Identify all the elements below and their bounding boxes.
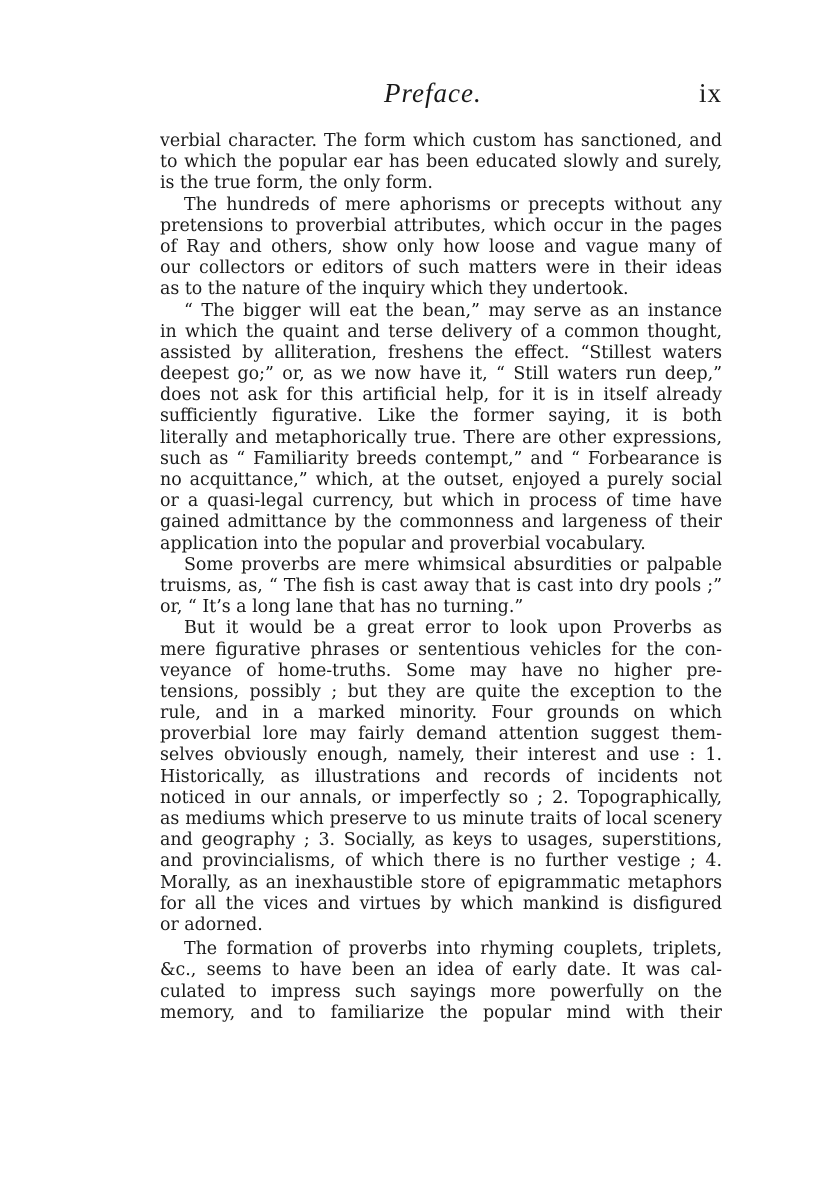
text-line: to which the popular ear has been educated slowly and surely, — [160, 152, 722, 173]
text-line: The hundreds of mere aphorisms or precepts without any — [184, 194, 722, 215]
text-line: &c., seems to have been an idea of early date. It was cal- — [160, 960, 722, 981]
text-line: such as “ Familiarity breeds contempt,” and “ Forbearance is — [160, 448, 722, 469]
text-line: truisms, as, “ The fish is cast away that is cast into dry pools ;” — [160, 575, 722, 596]
page-number: ix — [698, 78, 722, 108]
text-line: deepest go;” or, as we now have it, “ Still waters run deep,” — [160, 364, 722, 385]
running-title: Preface. — [384, 78, 482, 108]
text-line: gained admittance by the commonness and largeness of their — [160, 512, 722, 533]
text-line: no acquittance,” which, at the outset, enjoyed a purely social — [160, 470, 722, 490]
text-line: “ The bigger will eat the bean,” may serve as an instance — [184, 300, 722, 321]
text-line: memory, and to familiarize the popular mind with their — [160, 1002, 722, 1023]
text-line: is the true form, the only form. — [160, 173, 433, 194]
text-line: assisted by alliteration, freshens the effect. “Stillest waters — [160, 342, 722, 363]
text-line: does not ask for this artificial help, for it is in itself already — [160, 385, 722, 406]
text-line: But it would be a great error to look upon Proverbs as — [184, 618, 722, 639]
running-head — [160, 78, 722, 118]
text-line: selves obviously enough, namely, their interest and use : 1. — [160, 745, 722, 766]
text-line: in which the quaint and terse delivery of a common thought, — [160, 321, 722, 342]
text-line: literally and metaphorically true. There are other expressions, — [160, 427, 722, 448]
text-line: application into the popular and proverbial vocabulary. — [160, 533, 646, 554]
text-line: tensions, possibly ; but they are quite the exception to the — [160, 681, 722, 702]
body-text — [160, 131, 722, 1024]
text-line: for all the vices and virtues by which mankind is disfigured — [160, 893, 722, 914]
text-line: rule, and in a marked minority. Four grounds on which — [160, 703, 722, 724]
text-line: or a quasi-legal currency, but which in process of time have — [160, 491, 722, 512]
text-line: as mediums which preserve to us minute traits of local scenery — [160, 809, 722, 829]
text-line: verbial character. The form which custom has sanctioned, and — [160, 131, 722, 151]
text-line: pretensions to proverbial attributes, which occur in the pages — [160, 215, 722, 236]
text-line: noticed in our annals, or imperfectly so ; 2. Topographically, — [160, 787, 722, 808]
text-line: as to the nature of the inquiry which they undertook. — [160, 279, 629, 300]
text-line: of Ray and others, show only how loose and vague many of — [160, 236, 722, 257]
text-line: and provincialisms, of which there is no further vestige ; 4. — [160, 851, 722, 872]
text-line: culated to impress such sayings more powerfully on the — [160, 981, 722, 1002]
text-line: veyance of home-truths. Some may have no higher pre- — [160, 660, 722, 681]
text-line: proverbial lore may fairly demand attention suggest them- — [160, 724, 722, 745]
text-line: or, “ It’s a long lane that has no turning.” — [160, 597, 524, 618]
text-line: or adorned. — [160, 914, 263, 935]
text-line: Some proverbs are mere whimsical absurdities or palpable — [184, 554, 722, 575]
text-line: Morally, as an inexhaustible store of epigrammatic metaphors — [160, 872, 722, 893]
text-line: mere figurative phrases or sententious vehicles for the con- — [160, 639, 722, 660]
text-line: The formation of proverbs into rhyming couplets, triplets, — [184, 939, 722, 960]
text-line: our collectors or editors of such matters were in their ideas — [160, 258, 722, 279]
text-line: and geography ; 3. Socially, as keys to usages, superstitions, — [160, 830, 722, 851]
text-line: Historically, as illustrations and records of incidents not — [160, 766, 722, 787]
text-line: sufficiently figurative. Like the former saying, it is both — [160, 406, 722, 427]
